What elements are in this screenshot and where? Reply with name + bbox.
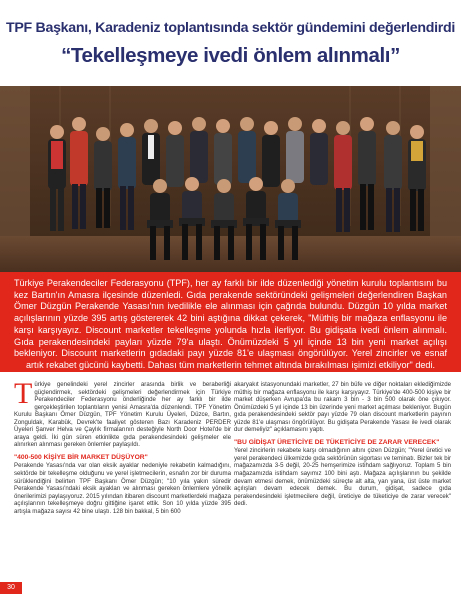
left-intro-paragraph: ürkiye genelindeki yerel zincirler arasında birlik ve beraberliği güçlendirmek, sektördeki gelişmeleri değerlendirmek için Türkiye Perakendeciler Federasyonu önderliğinde her ay farklı bir ilde gerçekleştirilen toplantıların yenisi Amasra'da düzenlendi. TPF Yönetim Kurulu Başkanı Ömer Düzgün, TPF Yönetim Kurulu Üyeleri, Düzce, Bartın, Zonguldak, Karabük, Devrek'te faaliyet gösteren Bazı Karadeniz PERDER Üyeleri Şanver Helva ve Çaylık firmalarının desteğiyle North Door Hotel'de bir araya geldi. İki gün süren etkinlikte gıda perakendesindeki gelişmeler ele alınırken alınması gereken önlemler paylaşıldı.: [14, 381, 231, 449]
group-photo-illustration: [0, 86, 461, 272]
right-body-paragraph-2: Yerel zincirlerin rekabete karşı olmadığının altını çizen Düzgün; "Yerel üretici ve yerel perakendeci ülkemizde gıda sektörünün sigortası ve teminatı. Bizler tek bir mağazamızda 3-5 değil, 20-25 hemşerimize istihdam sağlıyoruz. Toplam 5 bin mağazamızda istihdam sayımız 100 bini aştı. Mağaza açılışlarının bu şekilde devam etmesi demek, önümüzdeki süreçte alt alta, yan yana, üst üste market açılışları devam edecek demek. Bu durum, gidişat, sadece gıda perakendesindeki işletmecilere değil, üreticiye de tüketiciye de zarar verecek" dedi.: [234, 447, 451, 508]
right-body-paragraph-1: akaryakıt istasyonundaki marketler, 27 bin büfe ve diğer noktaları eklediğimizde müthiş bir mağaza enflasyonu ile karşı karşıyayız. Türkiye'de 400-500 kişiye bir market düşerken Avrupa'da bu rakam 3 bin - 3 bin 500 olarak öne çıkıyor. Önümüzdeki 5 yıl içinde 13 bin üzerinde yeni market açılması bekleniyor. Bugün gıda perakendesindeki sektör payı yüzde 79 olan discount marketlerin payının yüzde 81'e ulaşması öngörülüyor. Bu gidişata Perakende Yasası ile ivedi olarak dur demeliyiz" açıklamasını yaptı.: [234, 381, 451, 434]
drop-cap: T: [14, 377, 33, 410]
article-header: [0, 0, 461, 82]
headline: “Tekelleşmeye ivedi önlem alınmalı”: [61, 44, 400, 67]
right-subhead: "BU GİDİŞAT ÜRETİCİYE DE TÜKETİCİYE DE ZARAR VERECEK": [234, 438, 440, 446]
lead-box: [0, 272, 461, 372]
left-subhead: "400-500 KİŞİYE BİR MARKET DÜŞÜYOR": [14, 453, 148, 461]
group-photo: [0, 86, 461, 272]
left-body-paragraph: Perakende Yasası'nda var olan eksik ayaklar nedeniyle rekabetin kalmadığını, sektörde bir tekelleşme olduğunu ve yerel işletmecilerin, esnafın zor bir duruma sürüklendiğini belirten TPF Başkanı Ömer Düzgün; "10 yıla yakın süredir Perakende Yasası'ndaki eksik ayakları ve alınması gereken önlemlere yönelik önerilerimizi paylaşıyoruz. 2015 yılından itibaren discount marketlerdeki mağaza açılışlarının tekelleşmeye doğru gittiğine işaret ettik. Son 10 yılda yüzde 395 artışla mağaza sayısı 42 bine ulaştı. 128 bin bakkal, 5 bin 600: [14, 462, 231, 515]
kicker: TPF Başkanı, Karadeniz toplantısında sektör gündemini değerlendirdi: [6, 20, 455, 36]
article-column-left: [14, 377, 231, 515]
page-number: 30: [0, 582, 22, 594]
lead-paragraph: Türkiye Perakendeciler Federasyonu (TPF), her ay farklı bir ilde düzenlediği yönetim kurulu toplantısını bu kez Bartın'ın Amasra ilçesinde düzenledi. Gıda perakende sektöründeki gelişmeleri değerlendiren Başkan Ömer Düzgün Perakende Yasası'nın ivedilikle ele alınması için çağrıda bulundu. Düzgün 10 yılda market açılışlarının yüzde 395 artış göstererek 42 bini aştığına dikkat çekerek, "Müthiş bir mağaza enflasyonu ile karşı karşıyayız. Discount marketler tekelleşme yolunda hızla ilerliyor. Bu gidişata ivedi önlem alınmalı. Gıda perakendesindeki payları yüzde 79'a ulaştı. Önümüzdeki 5 yıl içinde 13 bin yeni market açılışı bekleniyor. Discount marketlerin gıdadaki payı yüzde 81'e ulaşması öngörülüyor. Yerel zincirler ve esnaf artık rekabet gücünü kaybetti. Dahası tüm marketlerin tehmet altında bırakılması işimizi etkiliyor" dedi.: [14, 278, 447, 370]
article-column-right: [234, 381, 451, 508]
